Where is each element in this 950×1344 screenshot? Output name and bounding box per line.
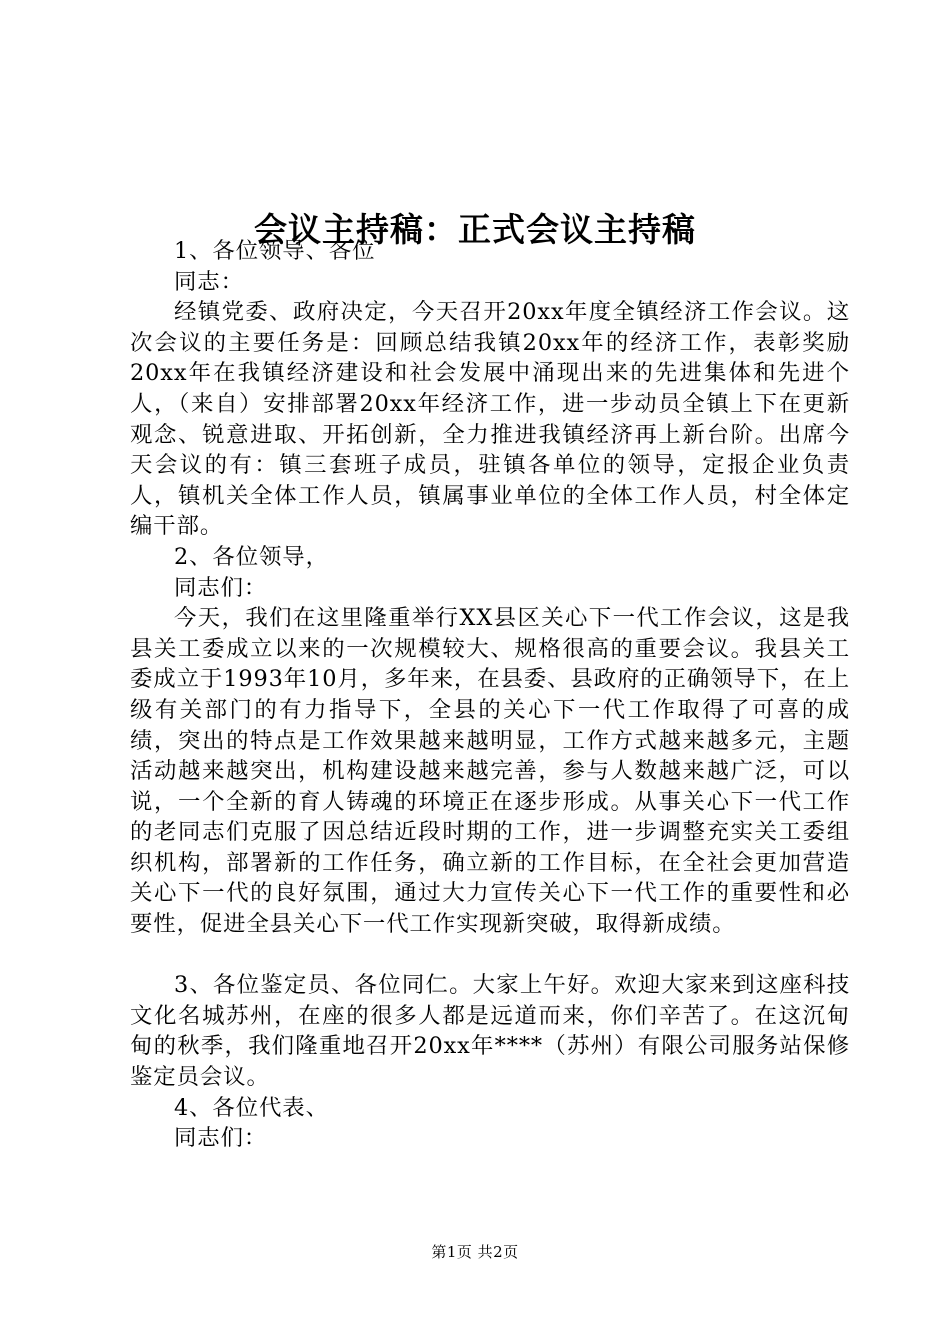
- section-3-paragraph: 3、各位鉴定员、各位同仁。大家上午好。欢迎大家来到这座科技文化名城苏州，在座的很多人都是远道而来，你们辛苦了。在这沉甸甸的秋季，我们隆重地召开20xx年****（苏州）有限公司服务站保修鉴定员会议。: [130, 972, 850, 1091]
- document-body: [130, 236, 850, 1154]
- section-2-paragraph: 今天，我们在这里隆重举行XX县区关心下一代工作会议，这是我县关工委成立以来的一次规模较大、规格很高的重要会议。我县关工委成立于1993年10月，多年来，在县委、县政府的正确领导下，在上级有关部门的有力指导下，全县的关心下一代工作取得了可喜的成绩，突出的特点是工作效果越来越明显，工作方式越来越多元，主题活动越来越突出，机构建设越来越完善，参与人数越来越广泛，可以说，一个全新的育人铸魂的环境正在逐步形成。从事关心下一代工作的老同志们克服了因总结近段时期的工作，进一步调整充实关工委组织机构，部署新的工作任务，确立新的工作目标，在全社会更加营造关心下一代的良好氛围，通过大力宣传关心下一代工作的重要性和必要性，促进全县关心下一代工作实现新突破，取得新成绩。: [130, 605, 850, 938]
- section-2-heading: 2、各位领导，: [174, 543, 329, 570]
- section-2-greeting: 同志们：: [174, 574, 268, 601]
- page-footer: 第1页 共2页: [431, 1243, 519, 1261]
- section-4-heading: 4、各位代表、: [174, 1094, 329, 1121]
- section-1-heading: 1、各位领导、各位: [174, 238, 376, 264]
- section-4-greeting: 同志们：: [174, 1125, 268, 1152]
- section-1-paragraph: 经镇党委、政府决定，今天召开20xx年度全镇经济工作会议。这次会议的主要任务是：回顾总结我镇20xx年的经济工作，表彰奖励20xx年在我镇经济建设和社会发展中涌现出来的先进集体和先进个人，（来自）安排部署20xx年经济工作，进一步动员全镇上下在更新观念、锐意进取、开拓创新，全力推进我镇经济再上新台阶。出席今天会议的有：镇三套班子成员，驻镇各单位的领导，定报企业负责人，镇机关全体工作人员，镇属事业单位的全体工作人员，村全体定编干部。: [130, 299, 850, 540]
- section-1-greeting: 同志：: [174, 268, 244, 295]
- document-title: 会议主持稿：正式会议主持稿: [254, 210, 696, 250]
- paragraph-spacer: [130, 940, 850, 971]
